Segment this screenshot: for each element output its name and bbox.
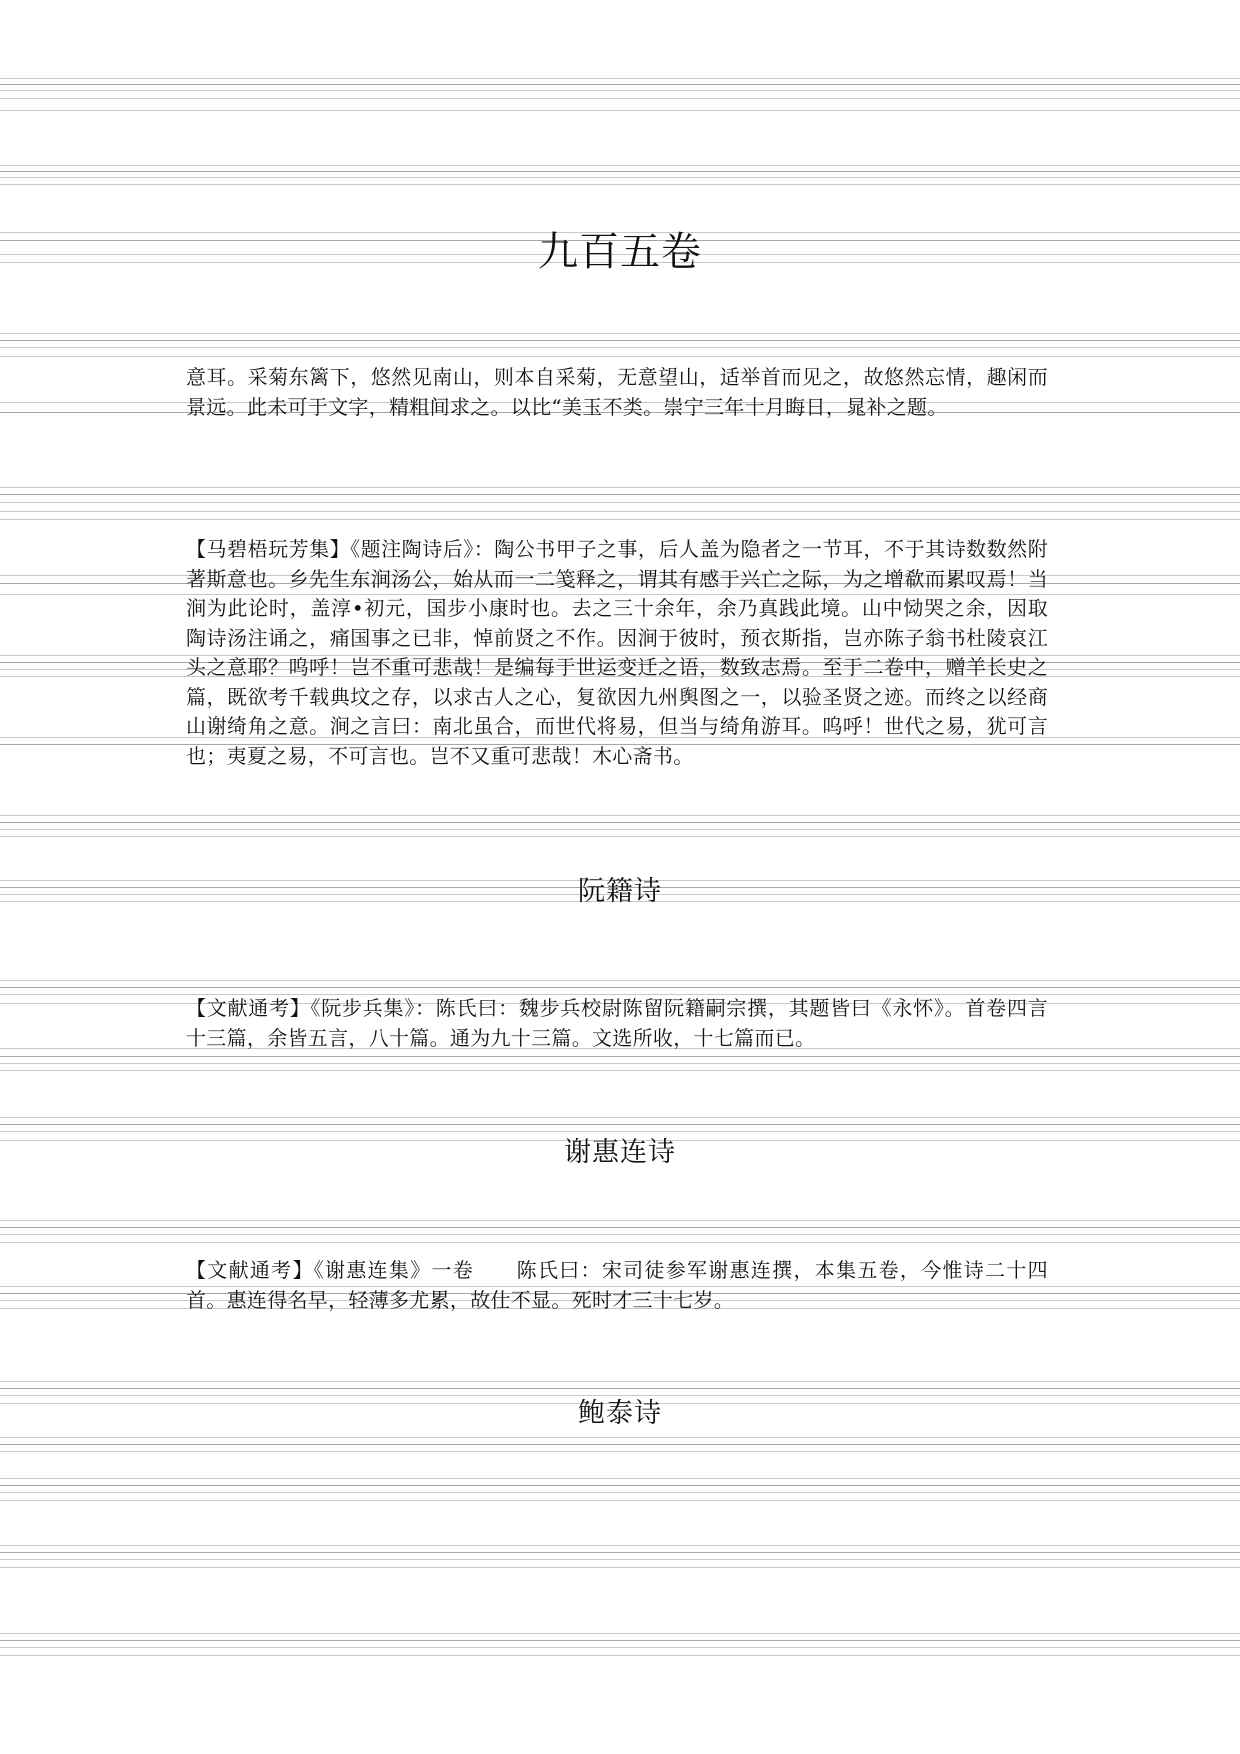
paragraph-continuation: 意耳。采菊东篱下，悠然见南山，则本自采菊，无意望山，适举首而见之，故悠然忘情，趣闲而景远。此未可于文字，精粗间求之。以比“美玉不类。崇宁三年十月晦日，晁补之题。 [186,365,1048,419]
section-heading-ruanji: 阮籍诗 [578,876,662,907]
paragraph-ma-biwu: 【马碧梧玩芳集】《题注陶诗后》：陶公书甲子之事，后人盖为隐者之一节耳，不于其诗数数然附著斯意也。乡先生东涧汤公，始从而一二笺释之，谓其有感于兴亡之际，为之增欷而累叹焉！当涧为此论时，盖淳•初元，国步小康时也。去之三十余年，余乃真践此境。山中恸哭之余，因取陶诗汤注诵之，痛国事之已非，悼前贤之不作。因涧于彼时，预衣斯指，岂亦陈子翁书杜陵哀江头之意耶？呜呼！岂不重可悲哉！是编每于世运变迁之语，数致志焉。至于二卷中，赠羊长史之篇，既欲考千载典坟之存，以求古人之心，复欲因九州舆图之一，以验圣贤之迹。而终之以经商山谢绮角之意。涧之言曰：南北虽合，而世代将易，但当与绮角游耳。呜呼！世代之易，犹可言也；夷夏之易，不可言也。岂不又重可悲哉！木心斋书。 [186,537,1048,768]
page-title: 九百五卷 [538,229,702,275]
section-heading-xie-huilian: 谢惠连诗 [564,1137,676,1168]
paragraph-xie-huilian: 【文献通考】《谢惠连集》一卷 陈氏曰：宋司徒参军谢惠连撰，本集五卷，今惟诗二十四首。惠连得名早，轻薄多尤累，故仕不显。死时才三十七岁。 [186,1258,1048,1312]
paragraph-ruanji: 【文献通考】《阮步兵集》：陈氏曰：魏步兵校尉陈留阮籍嗣宗撰，其题皆曰《永怀》。首卷四言十三篇，余皆五言，八十篇。通为九十三篇。文选所收，十七篇而已。 [186,996,1048,1050]
section-heading-bao-tai: 鲍泰诗 [578,1398,662,1429]
